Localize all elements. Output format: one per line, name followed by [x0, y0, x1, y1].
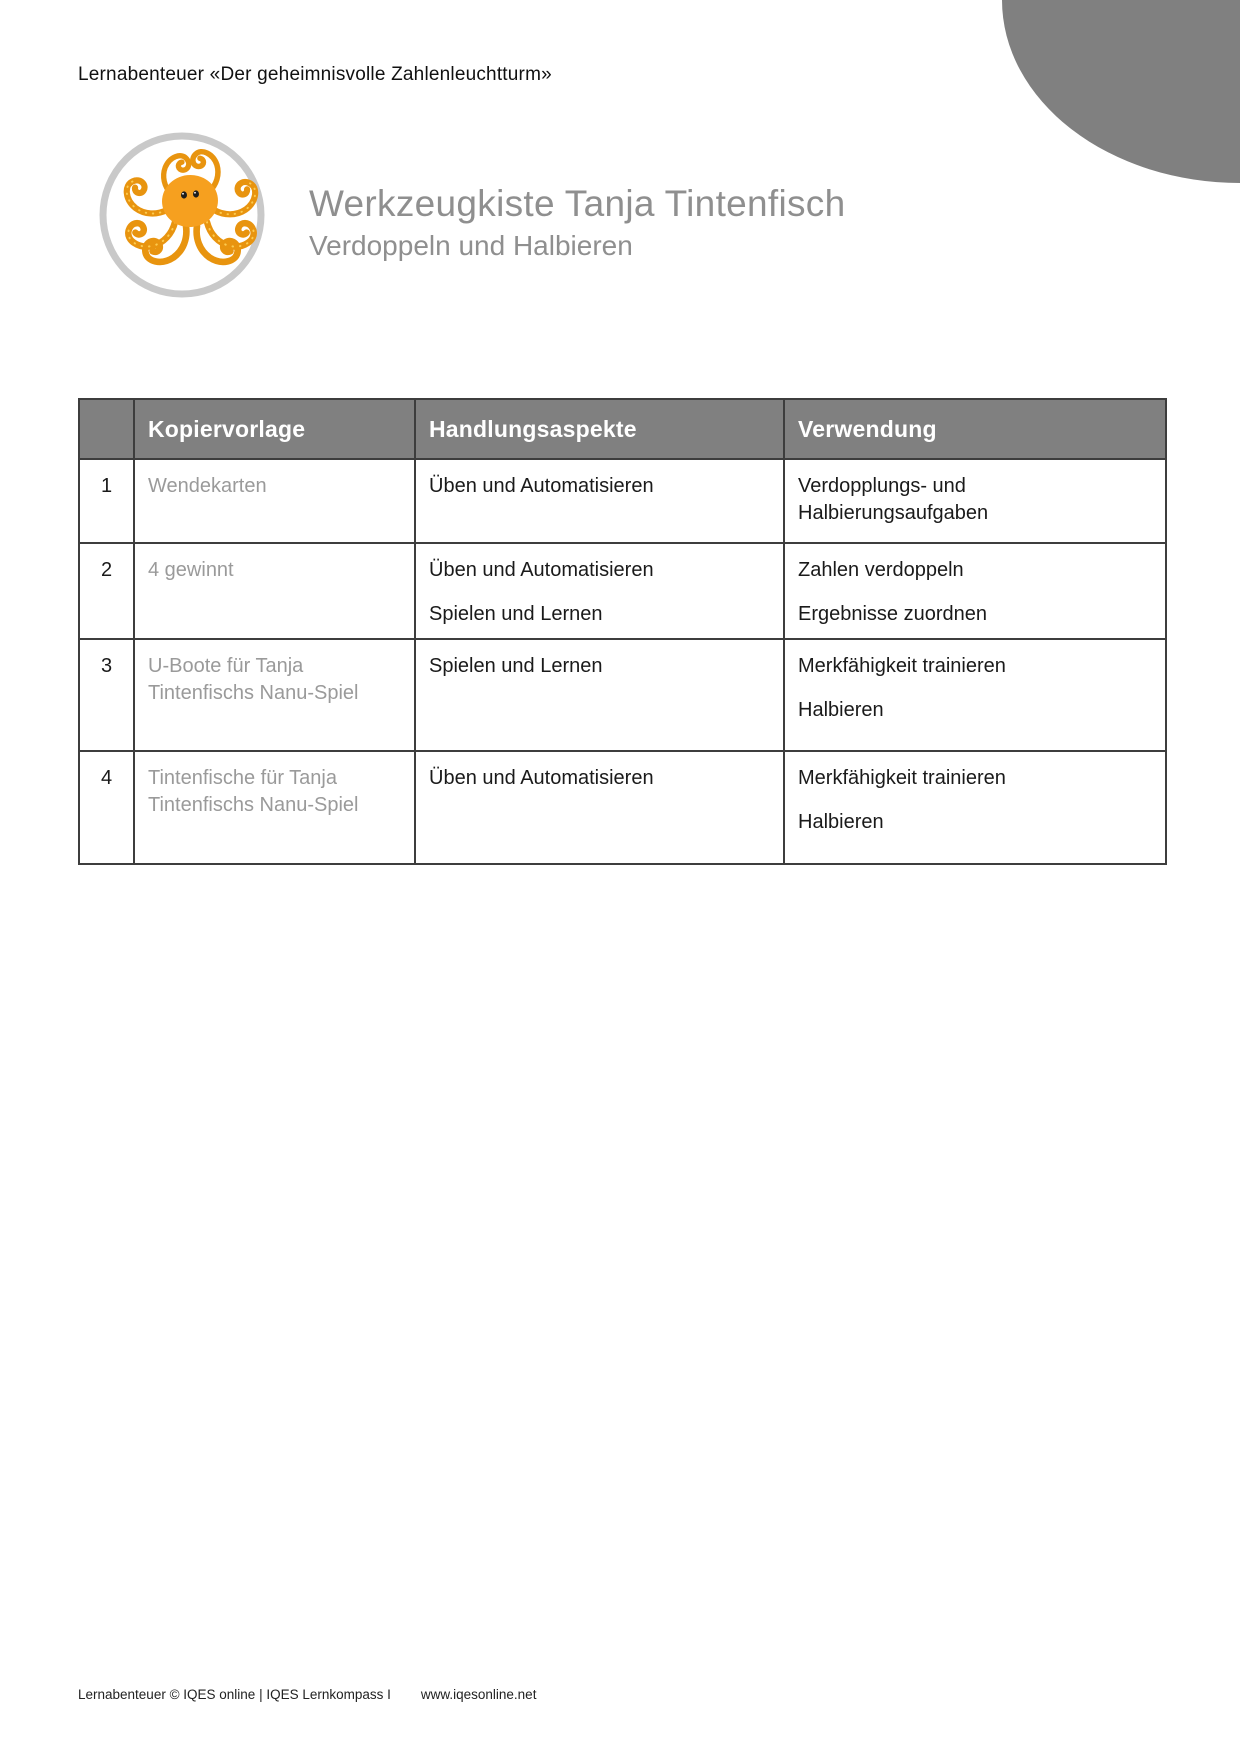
- cell-number: 1: [79, 459, 134, 543]
- table-row: [79, 459, 1166, 543]
- table-header-row: [79, 399, 1166, 459]
- column-header-number: [79, 399, 134, 459]
- page-title: Werkzeugkiste Tanja Tintenfisch: [309, 183, 846, 224]
- cell-kopiervorlage: 4 gewinnt: [134, 543, 415, 639]
- octopus-logo: [97, 130, 267, 300]
- footer-text: Lernabenteuer © IQES online | IQES Lernkompass I: [78, 1687, 391, 1702]
- table-row: [79, 751, 1166, 864]
- cell-kopiervorlage: Wendekarten: [134, 459, 415, 543]
- cell-verwendung: Zahlen verdoppeln Ergebnisse zuordnen: [784, 543, 1166, 639]
- page-header-text: Lernabenteuer «Der geheimnisvolle Zahlenleuchtturm»: [78, 64, 552, 85]
- octopus-icon: [97, 130, 267, 300]
- cell-number: 2: [79, 543, 134, 639]
- cell-number: 3: [79, 639, 134, 751]
- table-body: [79, 459, 1166, 864]
- footer-url-link[interactable]: www.iqesonline.net: [420, 1687, 537, 1702]
- cell-verwendung: Verdopplungs- und Halbierungsaufgaben: [784, 459, 1166, 543]
- cell-handlungsaspekte: Spielen und Lernen: [415, 639, 784, 751]
- table-row: [79, 639, 1166, 751]
- column-header-verwendung: Verwendung: [784, 399, 1166, 459]
- column-header-handlungsaspekte: Handlungsaspekte: [415, 399, 784, 459]
- table-row: [79, 543, 1166, 639]
- cell-handlungsaspekte: Üben und Automatisieren: [415, 459, 784, 543]
- title-block: [309, 183, 845, 262]
- cell-handlungsaspekte: Üben und Automatisieren Spielen und Lernen: [415, 543, 784, 639]
- cell-number: 4: [79, 751, 134, 864]
- cell-kopiervorlage: U-Boote für Tanja Tintenfischs Nanu-Spiel: [134, 639, 415, 751]
- kopiervorlagen-table: [78, 398, 1167, 865]
- cell-handlungsaspekte: Üben und Automatisieren: [415, 751, 784, 864]
- column-header-kopiervorlage: Kopiervorlage: [134, 399, 415, 459]
- cell-verwendung: Merkfähigkeit trainieren Halbieren: [784, 639, 1166, 751]
- cell-verwendung: Merkfähigkeit trainieren Halbieren: [784, 751, 1166, 864]
- cell-kopiervorlage: Tintenfische für Tanja Tintenfischs Nanu-Spiel: [134, 751, 415, 864]
- page-subtitle: Verdoppeln und Halbieren: [309, 230, 633, 261]
- corner-decoration: [1002, 0, 1240, 183]
- page-footer: [78, 1687, 536, 1702]
